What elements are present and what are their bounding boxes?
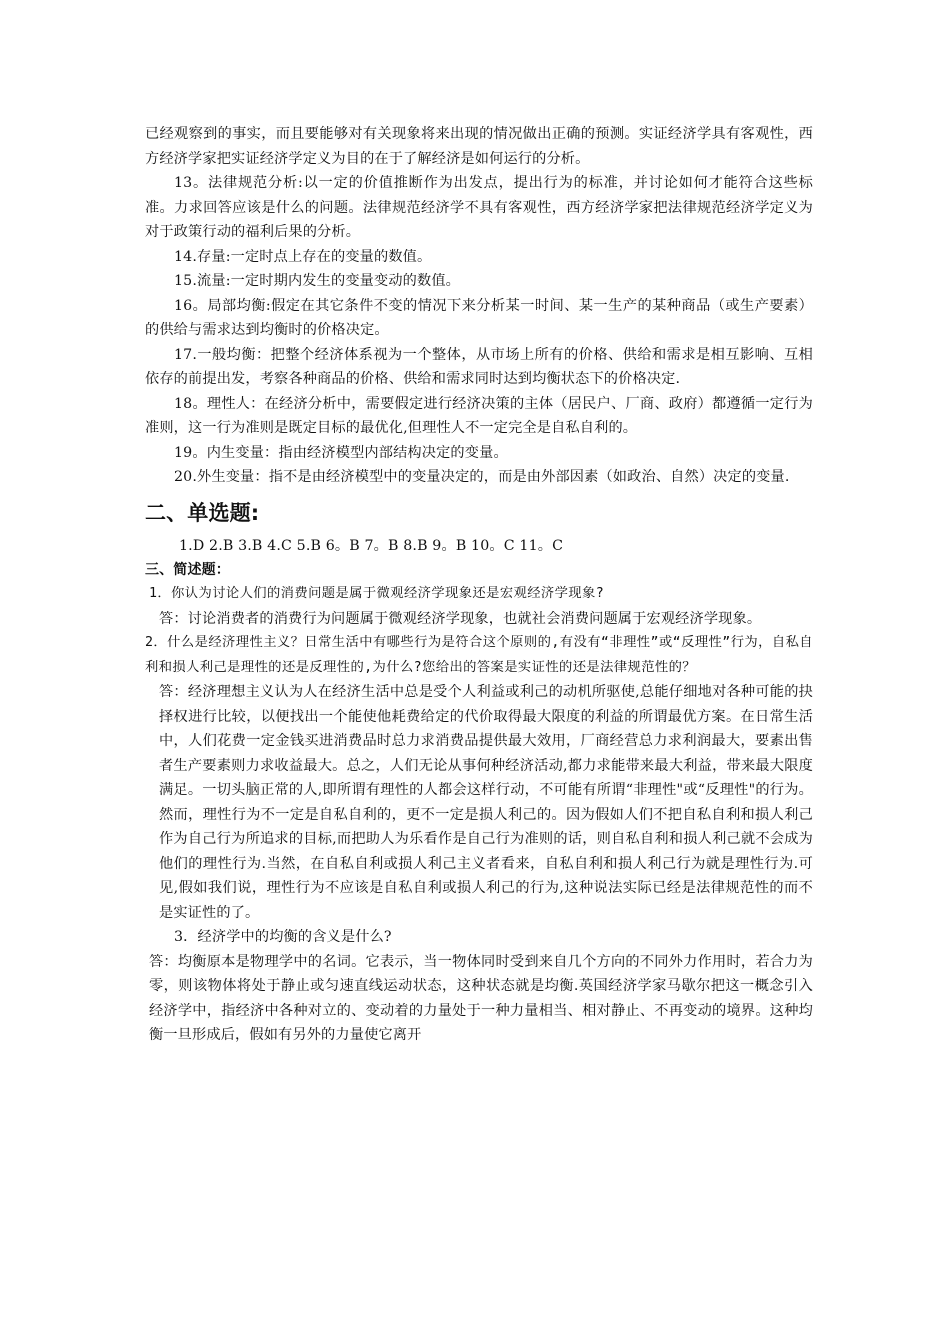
document-page [145,122,813,1048]
definition-13: 13。法律规范分析:以一定的价值推断作为出发点，提出行为的标准，并讨论如何才能符合这些标准。力求回答应该是什么的问题。法律规范经济学不具有客观性，西方经济学家把法律规范经济学定义为对于政策行动的福利后果的分析。 [145,175,813,240]
definition-18: 18。理性人：在经济分析中，需要假定进行经济决策的主体（居民户、厂商、政府）都遵循一定行为准则，这一行为准则是既定目标的最优化,但理性人不一定完全是自私自利的。 [145,395,813,436]
section-heading-single-choice: 二、单选题: [145,500,260,525]
definition-16: 16。局部均衡:假定在其它条件不变的情况下来分析某一时间、某一生产的某种商品（或生产要素）的供给与需求达到均衡时的价格决定。 [145,297,813,338]
answer-2: 答：经济理想主义认为人在经济生活中总是受个人利益或利己的动机所驱使,总能仔细地对各种可能的抉择权进行比较，以便找出一个能使他耗费给定的代价取得最大限度的利益的所谓最优方案。在日常生活中，人们花费一定金钱买进消费品时总力求消费品提供最大效用，厂商经营总力求利润最大，要素出售者生产要素则力求收益最大。总之，人们无论从事何种经济活动,都力求能带来最大利益，带来最大限度满足。一切头脑正常的人,即所谓有理性的人都会这样行动，不可能有所谓“非理性"或“反理性"的行为。然而，理性行为不一定是自私自利的，更不一定是损人利己的。因为假如人们不把自私自利和损人利己作为自己行为所追求的目标,而把助人为乐看作是自己行为准则的话，则自私自利和损人利己就不会成为他们的理性行为.当然，在自私自利或损人利己主义者看来，自私自利和损人利己行为就是理性行为.可见,假如我们说，理性行为不应该是自私自利或损人利己的行为,这种说法实际已经是法律规范性的而不是实证性的了。 [159,684,813,921]
section-heading-short-answer: 三、简述题： [145,562,230,578]
definition-17: 17.一般均衡：把整个经济体系视为一个整体，从市场上所有的价格、供给和需求是相互影响、互相依存的前提出发，考察各种商品的价格、供给和需求同时达到均衡状态下的价格决定. [145,346,813,387]
definition-15: 15.流量:一定时期内发生的变量变动的数值。 [174,273,461,289]
question-1: 1．你认为讨论人们的消费问题是属于微观经济学现象还是宏观经济学现象? [149,586,605,601]
question-3: 3．经济学中的均衡的含义是什么? [174,929,392,945]
definition-19: 19。内生变量：指由经济模型内部结构决定的变量。 [174,444,508,461]
definition-20: 20.外生变量：指不是由经济模型中的变量决定的，而是由外部因素（如政治、自然）决定的变量. [174,469,790,485]
answer-1: 答：讨论消费者的消费行为问题属于微观经济学现象，也就社会消费问题属于宏观经济学现象。 [159,610,762,627]
single-choice-answers: 1.D 2.B 3.B 4.C 5.B 6。B 7。B 8.B 9。B 10。C 11。C [179,537,564,554]
paragraph-intro-continued: 已经观察到的事实，而且要能够对有关现象将来出现的情况做出正确的预测。实证经济学具有客观性，西方经济学家把实证经济学定义为目的在于了解经济是如何运行的分析。 [145,126,813,167]
answer-3: 答：均衡原本是物理学中的名词。它表示，当一物体同时受到来自几个方向的不同外力作用时，若合力为零，则该物体将处于静止或匀速直线运动状态，这种状态就是均衡.英国经济学家马歇尔把这一概念引入经济学中，指经济中各种对立的、变动着的力量处于一种力量相当、相对静止、不再变动的境界。这种均衡一旦形成后，假如有另外的力量使它离开 [149,953,813,1043]
question-2: 2．什么是经济理性主义？日常生活中有哪些行为是符合这个原则的,有没有“非理性”或“反理性”行为，自私自利和损人利己是理性的还是反理性的,为什么?您给出的答案是实证性的还是法律规范性的？ [145,635,813,675]
definition-14: 14.存量:一定时点上存在的变量的数值。 [174,248,432,265]
